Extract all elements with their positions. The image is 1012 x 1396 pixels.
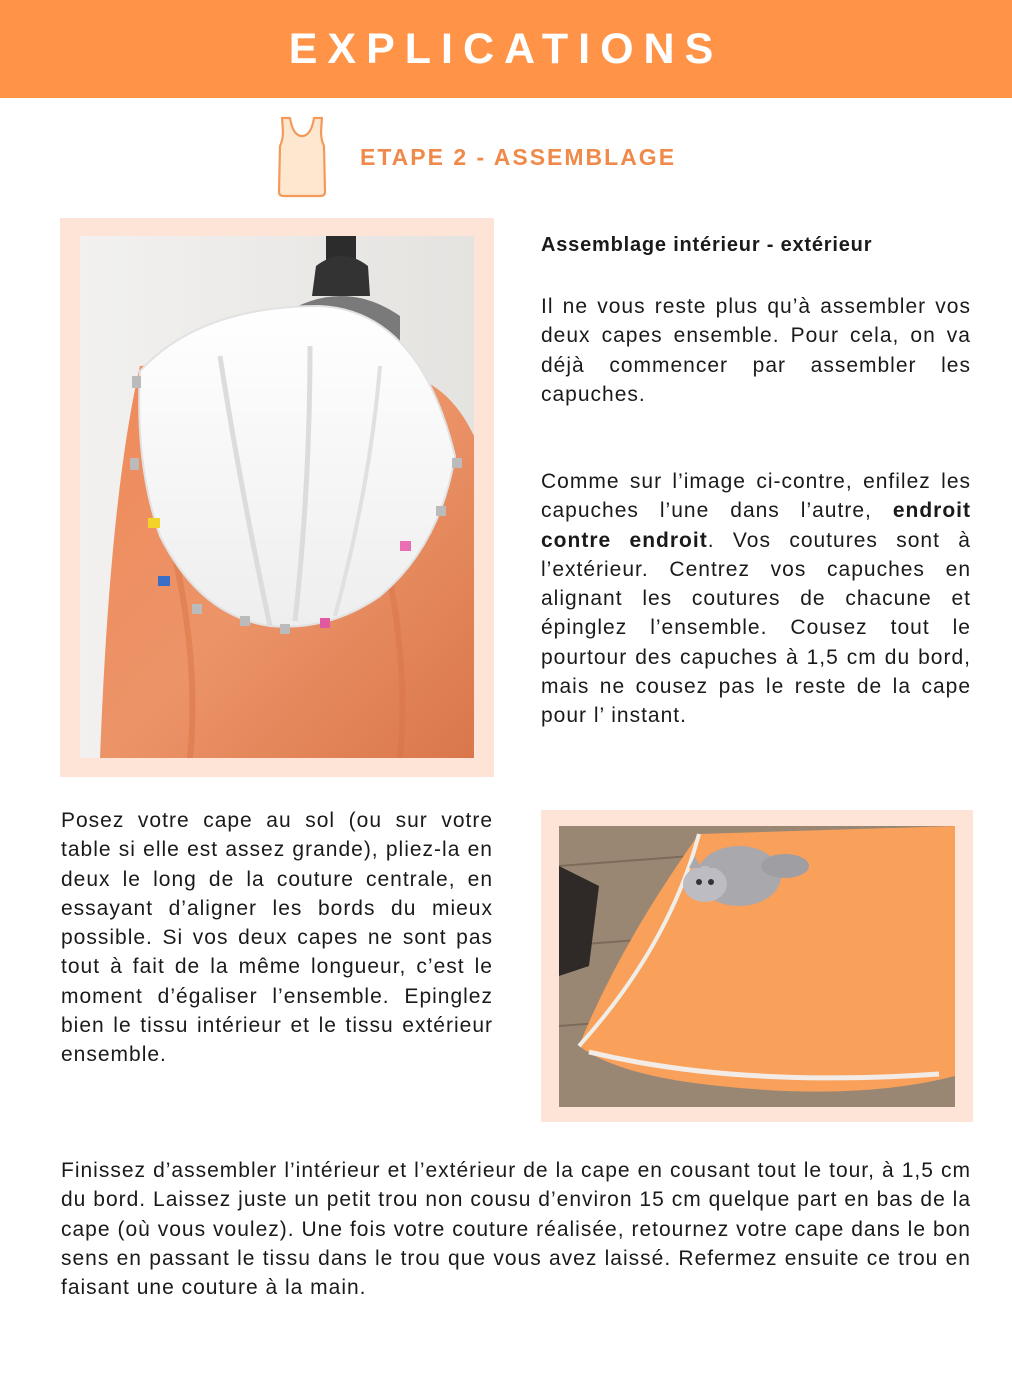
hood-photo [80, 236, 474, 758]
page-title: EXPLICATIONS [288, 24, 724, 73]
step-header [276, 116, 676, 198]
section1-para2-bold: endroit contre endroit [541, 499, 971, 552]
section1-subtitle: Assemblage intérieur - extérieur [541, 234, 873, 256]
section1-para2-end: . Vos coutures sont à l’extérieur. Centrez vos capuches en alignant les coutures de chacune et épinglez l’ensemble. Cousez tout le pourtour des capuches à 1,5 cm du bord, mais ne cousez pas le reste de la cape pour l’ instant. [541, 528, 971, 728]
step-title: ETAPE 2 - ASSEMBLAGE [360, 143, 677, 170]
section2-para: Posez votre cape au sol (ou sur votre table si elle est assez grande), pliez-la en deux le long de la couture centrale, en essayant d’aligner les bords du mieux possible. Si vos deux capes ne sont pas tout à fait de la même longueur, c’est le moment d’égaliser l’ensemble. Epinglez bien le tissu intérieur et le tissu extérieur ensemble. [61, 809, 493, 1067]
section3-para: Finissez d’assembler l’intérieur et l’extérieur de la cape en cousant tout le tour, à 1,5 cm du bord. Laissez juste un petit trou non cousu d’environ 15 cm quelque part en bas de la cape (où vous voulez). Une fois votre couture réalisée, retournez votre cape dans le bon sens en passant le tissu dans le trou que vous avez laissé. Refermez ensuite ce trou en faisant une couture à la main. [61, 1159, 971, 1300]
section1-para2 [541, 467, 971, 731]
section1-para1: Il ne vous reste plus qu’à assembler vos deux capes ensemble. Pour cela, on va déjà commencer par assembler les capuches. [541, 295, 971, 406]
section1-para2-start: Comme sur l’image ci-contre, enfilez les capuches l’une dans l’autre, [541, 470, 971, 523]
tank-top-icon [276, 116, 328, 198]
floor-photo [559, 826, 955, 1107]
header-banner [0, 0, 1012, 98]
